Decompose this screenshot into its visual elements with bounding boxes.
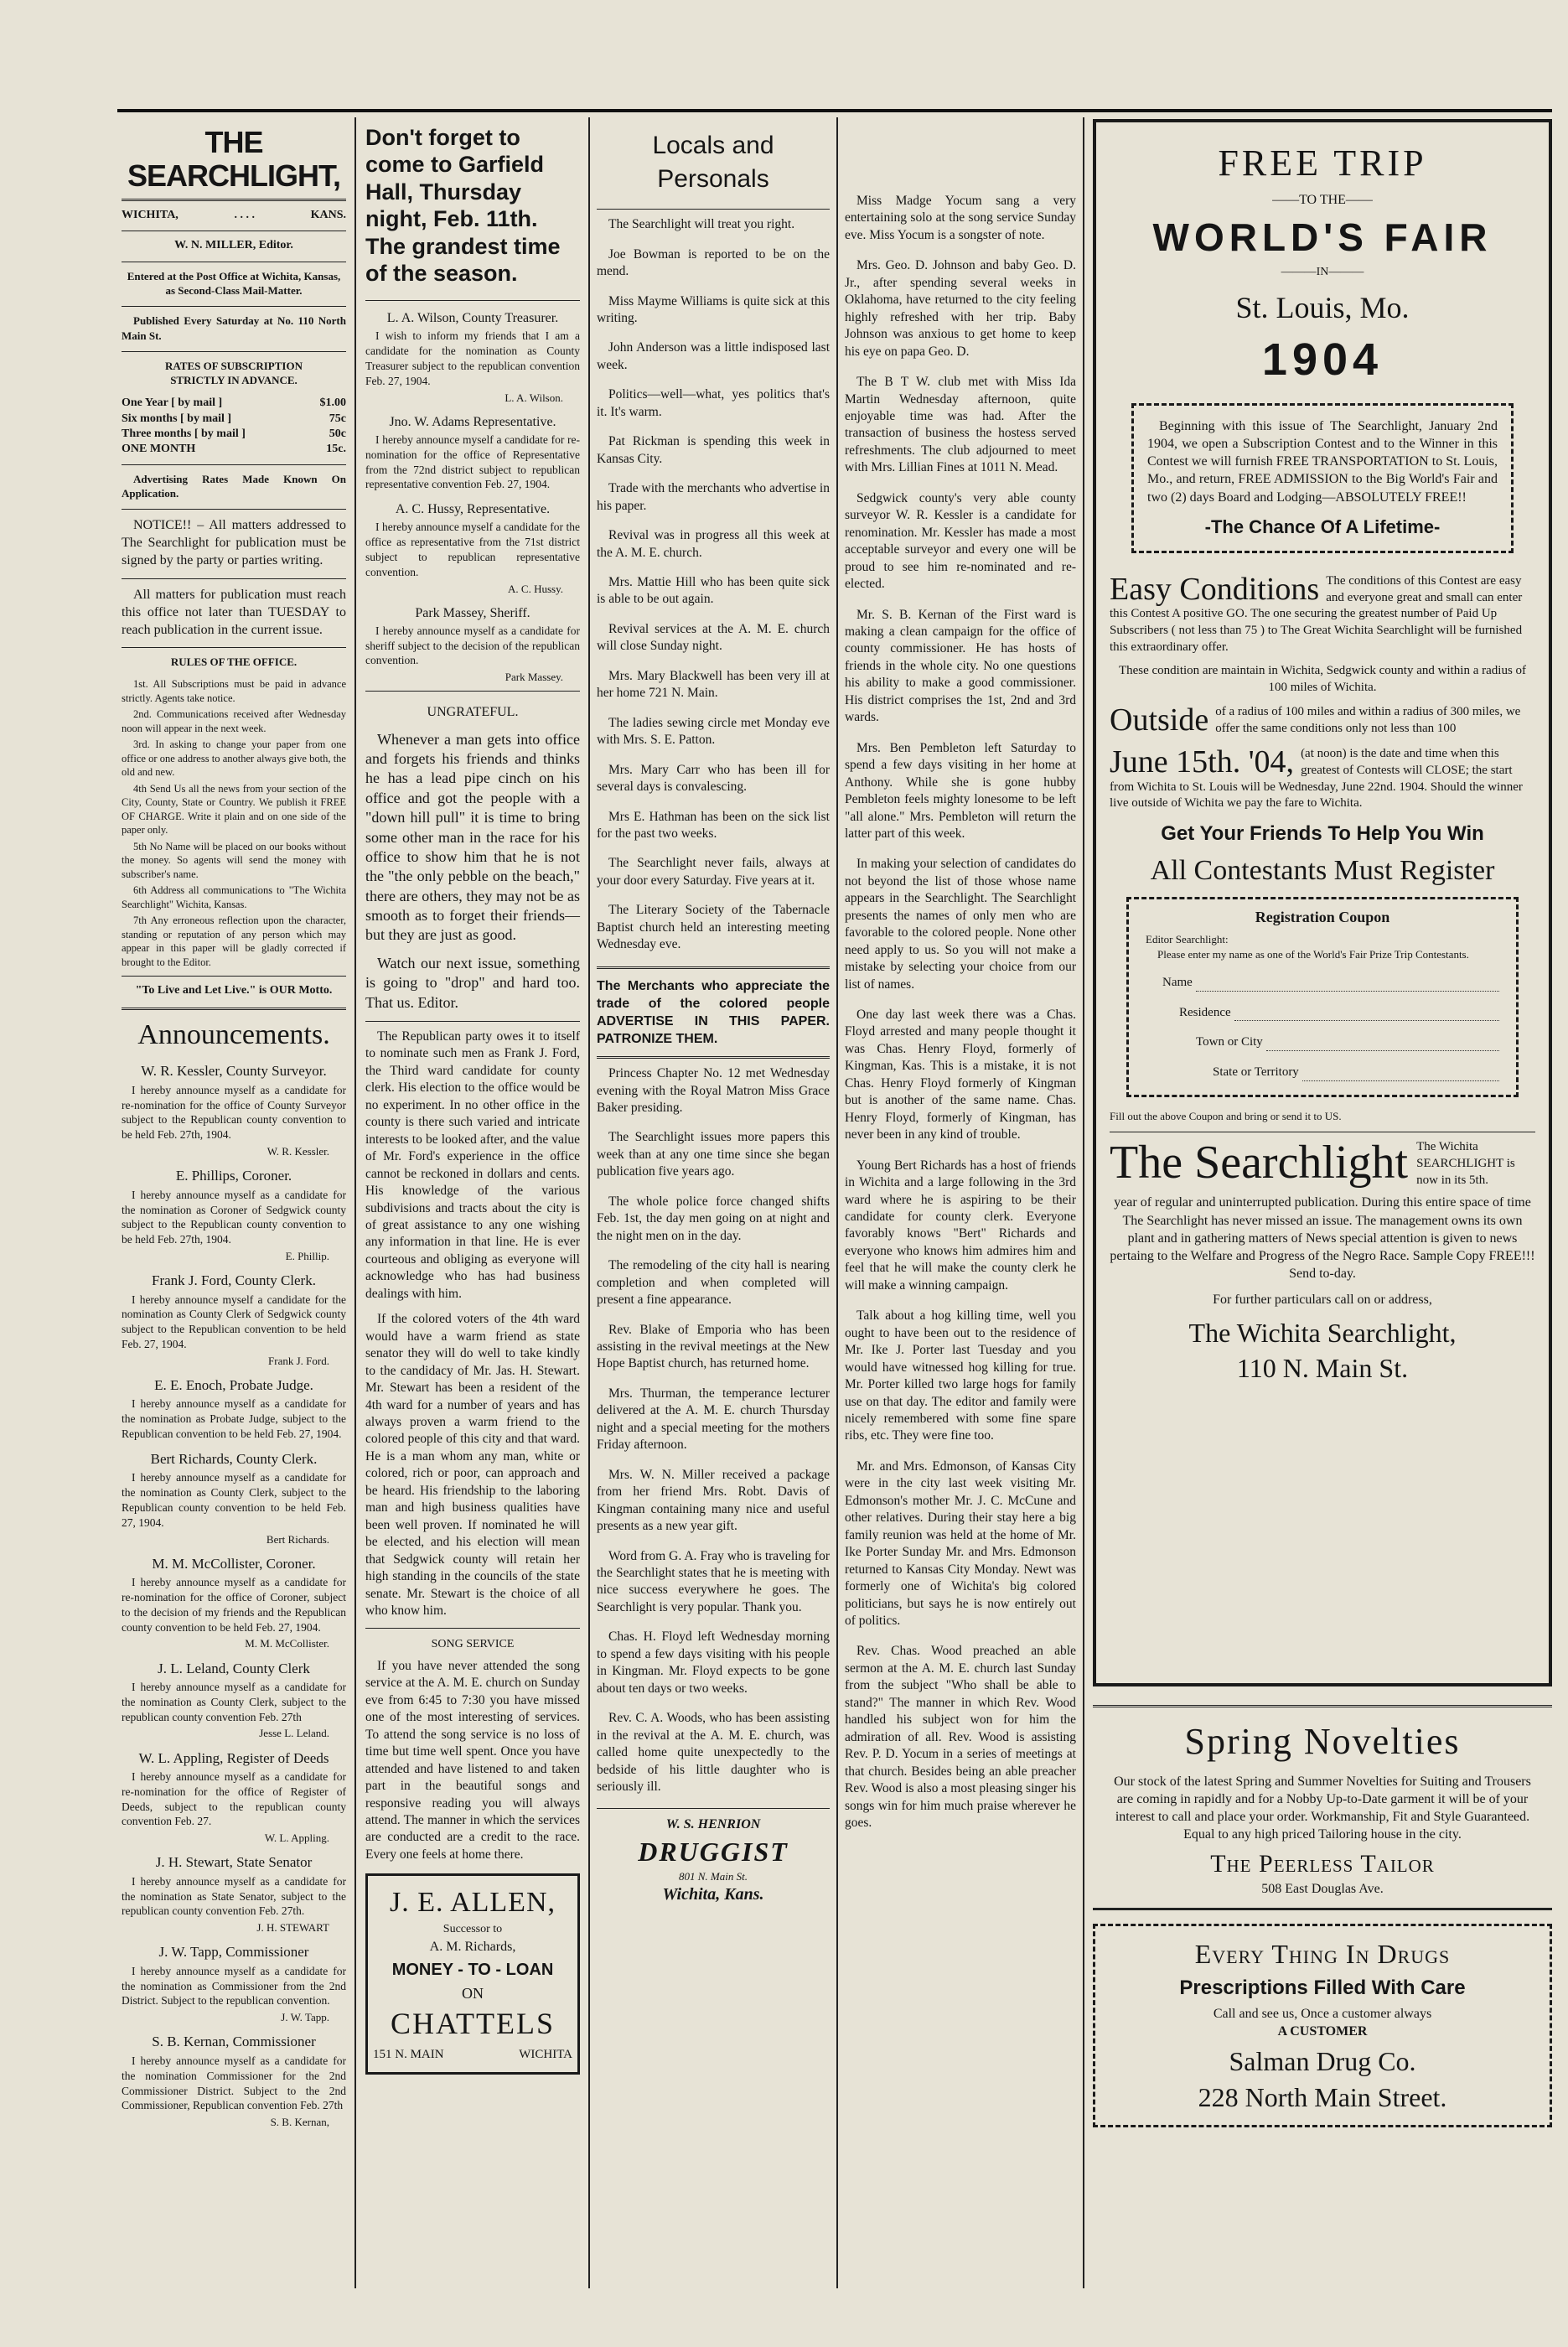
local-item: In making your selection of candidates do not beyond the list of those whose name appears in the Searchlight. The Searchlight presents the names of only men who are favorable to the colored people. None other need apply to us. So you will not make a mistake by selecting your choice from our list of names.	[845, 857, 1076, 992]
announcement-body: I hereby announce myself as a candidate for the nomination as Coroner of Sedgwick county subject to the Republican county convention to be held Feb. 27th, 1904.	[122, 1188, 346, 1246]
masthead-title: THE SEARCHLIGHT,	[127, 125, 340, 193]
local-item: Revival was in progress all this week at the A. M. E. church.	[597, 528, 830, 560]
announcement-signature: J. W. Tapp.	[281, 2011, 329, 2024]
candidate-signature: Park Massey.	[505, 671, 563, 684]
announcement-head: W. R. Kessler, County Surveyor.	[141, 1063, 327, 1080]
coupon-field-input[interactable]	[1234, 1019, 1499, 1021]
allen-address: 151 N. MAIN	[373, 2048, 444, 2062]
announcement-signature: Jesse L. Leland.	[259, 1727, 329, 1740]
sl-small: The Wichita SEARCHLIGHT is now in its 5th.	[1416, 1140, 1515, 1187]
outside-title: Outside	[1110, 702, 1209, 738]
ungrateful-title: UNGRATEFUL.	[427, 705, 519, 720]
locals-title: Locals and Personals	[652, 132, 774, 193]
local-item: Revival services at the A. M. E. church will close Sunday night.	[597, 621, 830, 654]
allen-address-row	[373, 2047, 572, 2064]
locals-items-2	[597, 1065, 830, 1795]
announcement-signature: J. H. STEWART	[256, 1921, 329, 1935]
candidate-head: Park Massey, Sheriff.	[415, 605, 530, 620]
announcement-body: I hereby announce myself as a candidate for the nomination Commissioner for the 2nd Commissioner District. Subject to the 2nd Commissioner, Republican convention Feb. 27th	[122, 2054, 346, 2112]
ungrateful-paragraph: Watch our next issue, something is going to "drop" and hard too. That us. Editor.	[365, 954, 580, 1011]
masthead-city: WICHITA,	[122, 209, 179, 222]
announcement-signature: M. M. McCollister.	[245, 1637, 329, 1650]
drugs-customer: A CUSTOMER	[1277, 2024, 1368, 2039]
announcement-head: M. M. McCollister, Coroner.	[152, 1555, 316, 1572]
in: ———IN———	[1281, 265, 1364, 278]
contest-text: Beginning with this issue of The Searchlight, January 2nd 1904, we open a Subscription Contest and to the Winner in this Contest we will furnish FREE TRANSPORTATION to St. Louis, Mo., and return, FREE ADMISSION to the Big World's Fair and two (2) days Board and Lodging—ABSOLUTELY FREE!!	[1147, 419, 1498, 505]
sl-big: The Searchlight	[1110, 1137, 1409, 1189]
spring-title: Spring Novelties	[1184, 1721, 1461, 1762]
local-item: Rev. C. A. Woods, who has been assisting in the revival at the A. M. E. church, was called home quite unexpectedly to the bedside of his little daughter who is seriously ill.	[597, 1711, 830, 1794]
candidate-body: I wish to inform my friends that I am a candidate for the nomination as County Treasurer subject to the republican convention Feb. 27, 1904.	[365, 329, 580, 387]
worlds-fair-ad	[1093, 119, 1552, 1686]
allen-on: ON	[462, 1985, 484, 2002]
sl-further: For further particulars call on or address,	[1213, 1292, 1432, 1307]
republican-paragraph: If the colored voters of the 4th ward would have a warm friend as state senator they will do well to take kindly to the candidacy of Mr. Jas. H. Stewart. Mr. Stewart has been a resident of the 4th ward for a number of years and has always proven a warm friend to the colored people of this city and that ward. He is a man whom any man, white or colored, rich or poor, can approach and be heard. His friendship to the laboring man and high business qualities have been well proven. If nominated he will be elected, and his election will mean that Sedgwick county will retain her high standing in the councils of the state senate. Mr. Stewart is the choice of all who know him.	[365, 1312, 580, 1618]
local-item: Politics—well—what, yes politics that's it. It's warm.	[597, 387, 830, 419]
column-rule	[588, 117, 590, 2288]
candidate-signature: A. C. Hussy.	[508, 582, 563, 595]
henrion-name: W. S. HENRION	[665, 1817, 761, 1832]
allen-chattels: CHATTELS	[391, 2006, 555, 2040]
worlds-fair: WORLD'S FAIR	[1152, 215, 1493, 260]
rate-price: $1.00	[319, 396, 346, 410]
easy-title: Easy Conditions	[1110, 571, 1320, 607]
announcements-list	[122, 1062, 346, 2129]
local-item: The whole police force changed shifts Feb. 1st, the day men going on at night and the night men on in the day.	[597, 1194, 830, 1243]
local-item: The ladies sewing circle met Monday eve with Mrs. S. E. Patton.	[597, 715, 830, 748]
column-rule	[1083, 117, 1084, 2288]
coupon-field-label: Residence	[1179, 1005, 1231, 1019]
rates-list	[122, 396, 346, 458]
in-text: IN	[1316, 265, 1329, 278]
rate-row	[122, 396, 346, 411]
candidate-signature: L. A. Wilson.	[505, 391, 563, 404]
sl-name: The Wichita Searchlight,	[1188, 1318, 1457, 1349]
local-item: Mr. and Mrs. Edmonson, of Kansas City were in the city last week visiting Mr. Edmonson's mother Mr. J. C. McCune and other relatives. During their stay here a big family reunion was held at the home of Mr. Ike Porter Sunday Mr. and Mrs. Edmonson returned to Kansas City Monday. Newt was formerly one of Wichita's big colored politicians, but says he is now entirely out of politics.	[845, 1458, 1076, 1628]
rate-label: One Year [ by mail ]	[122, 396, 223, 410]
sl-text: year of regular and uninterrupted publication. During this entire space of time The Searchlight has never missed an issue. The management owns its own plant and in gathering matters of News special attention is given to news pertaing to the Welfare and Progress of the Negro Race. Sample Copy FREE!!! Send to-day.	[1110, 1195, 1535, 1281]
drugs-ad	[1093, 1924, 1552, 2127]
rule-item: 6th Address all communications to "The Wichita Searchlight" Wichita, Kansas.	[122, 884, 346, 910]
local-item: Rev. Blake of Emporia who has been assisting in the revival meetings at the New Hope Baptist church, has returned home.	[597, 1322, 830, 1371]
local-item: Miss Mayme Williams is quite sick at this writing.	[597, 293, 830, 325]
friends-text: Get Your Friends To Help You Win	[1161, 822, 1484, 846]
candidate-body: I hereby announce myself as a candidate for sheriff subject to the decision of the republican convention.	[365, 624, 580, 667]
announcement-signature: E. Phillip.	[285, 1249, 329, 1262]
announcement-signature: S. B. Kernan,	[270, 2116, 329, 2129]
coupon-title: Registration Coupon	[1255, 908, 1390, 925]
henrion-ad	[597, 1816, 830, 1905]
locals-items-3	[845, 193, 1076, 1831]
drugs-sub: Prescriptions Filled With Care	[1179, 1977, 1466, 2000]
rule-item: 5th No Name will be placed on our books without the money. So agents will send the money with subscriber's name.	[122, 840, 346, 880]
announcement-head: Frank J. Ford, County Clerk.	[152, 1272, 316, 1289]
rate-price: 75c	[329, 412, 346, 425]
local-item: Mr. S. B. Kernan of the First ward is making a clean campaign for the office of county commissioner. He has hosts of friends in the whole city. No one questions his ability to make a good commissioner. His district comprises the 1st, 2nd and 3rd wards.	[845, 607, 1076, 725]
local-item: Mrs. Ben Pembleton left Saturday to spend a few days visiting in her home at Anthony. While she is gone hubby Pembleton feels mighty lonesome to be left "all alone." Mrs. Pembleton will return the latter part of this week.	[845, 740, 1076, 841]
rule-item: 2nd. Communications received after Wednesday noon will appear in the next week.	[122, 708, 346, 734]
rules-title: RULES OF THE OFFICE.	[170, 655, 298, 668]
chance: -The Chance Of A Lifetime-	[1204, 516, 1441, 537]
allen-name: J. E. ALLEN,	[389, 1887, 556, 1919]
outside-text: of a radius of 100 miles and within a radius of 300 miles, we offer the same conditions only not less than 100	[1215, 705, 1521, 736]
local-item: Mrs. W. N. Miller received a package from her friend Mrs. Robt. Davis of Kingman containing many nice and useful presents as a new year gift.	[597, 1467, 830, 1534]
local-item: Trade with the merchants who advertise in his paper.	[597, 481, 830, 513]
announcement-head: S. B. Kernan, Commissioner	[152, 2034, 316, 2050]
henrion-city: Wichita, Kans.	[662, 1884, 764, 1904]
local-item: The Searchlight will treat you right.	[608, 217, 795, 232]
maintain-text: These condition are maintain in Wichita, Sedgwick county and within a radius of 100 miles of Wichita.	[1118, 663, 1527, 694]
outside-row	[1110, 704, 1535, 738]
rules-list	[122, 677, 346, 969]
republican-article	[365, 1028, 580, 1619]
coupon-fields	[1146, 975, 1499, 1081]
newspaper-page	[117, 109, 1552, 2297]
rate-label: Six months [ by mail ]	[122, 412, 232, 425]
to-the-text: TO THE	[1299, 193, 1346, 208]
rule-item: 7th Any erroneous reflection upon the character, standing or reputation of any person which may appear in this paper will be gladly corrected if brought to the Editor.	[122, 914, 346, 968]
st-louis: St. Louis, Mo.	[1235, 291, 1410, 325]
column-rule	[354, 117, 356, 2288]
announcement-head: E. Phillips, Coroner.	[175, 1168, 292, 1184]
searchlight-promo	[1110, 1139, 1535, 1189]
column-two	[365, 124, 580, 2075]
local-item: Mrs E. Hathman has been on the sick list for the past two weeks.	[597, 809, 830, 841]
easy-text: The conditions of this Contest are easy and everyone great and small can enter this Contest A positive GO. The one securing the greatest number of Paid Up Subscribers ( not less than 75 ) to The Great Wichita Searchlight will be furnished this extraordinary offer.	[1110, 573, 1523, 654]
column-rule	[836, 117, 838, 2288]
local-item: The Searchlight never fails, always at your door every Saturday. Five years at it.	[597, 856, 830, 888]
announcement-head: J. W. Tapp, Commissioner	[158, 1944, 309, 1961]
free-trip: FREE TRIP	[1218, 142, 1427, 184]
locals-items	[597, 216, 830, 954]
registration-coupon[interactable]	[1126, 897, 1519, 1097]
rate-price: 50c	[329, 427, 346, 440]
candidate-list	[365, 309, 580, 684]
rule-item: 1st. All Subscriptions must be paid in advance strictly. Agents take notice.	[122, 678, 346, 704]
coupon-field-input[interactable]	[1302, 1080, 1499, 1081]
announcement-head: W. L. Appling, Register of Deeds	[138, 1749, 329, 1766]
announcement-body: I hereby announce myself as a candidate for re-nomination for the office of Register of Deeds, subject to the republican county convention Feb. 27.	[122, 1769, 346, 1828]
matters-text: All matters for publication must reach this office not later than TUESDAY to reach publication in the current issue.	[122, 587, 346, 637]
coupon-text: Please enter my name as one of the World's Fair Prize Trip Contestants.	[1157, 947, 1469, 961]
coupon-field-input[interactable]	[1266, 1049, 1499, 1051]
contest-box	[1131, 403, 1514, 553]
coupon-field-label: State or Territory	[1213, 1065, 1299, 1080]
coupon-field-label: Name	[1162, 975, 1193, 989]
local-item: Joe Bowman is reported to be on the mend.	[597, 246, 830, 279]
peerless-address: 508 East Douglas Ave.	[1261, 1882, 1384, 1897]
announcement-body: I hereby announce myself as a candidate for the nomination as Commissioner from the 2nd District. Subject to the republican convention.	[122, 1964, 346, 2008]
announcement-signature: W. R. Kessler.	[267, 1145, 329, 1158]
local-item: The Literary Society of the Tabernacle Baptist church held an interesting meeting Wednesday eve.	[597, 903, 830, 952]
coupon-field-row	[1146, 1005, 1499, 1022]
rates-title: RATES OF SUBSCRIPTION	[165, 359, 303, 372]
local-item: Word from G. A. Fray who is traveling for the Searchlight states that he is meeting with nice success everywhere he goes. The Searchlight is very popular. Thank you.	[597, 1548, 830, 1614]
local-item: Mrs. Thurman, the temperance lecturer delivered at the A. M. E. church Thursday night and a special meeting for the mothers Friday afternoon.	[597, 1386, 830, 1453]
year: 1904	[1261, 334, 1384, 385]
masthead-dots: . . . .	[234, 209, 255, 222]
masthead-entered: Entered at the Post Office at Wichita, Kansas, as Second-Class Mail-Matter.	[127, 270, 341, 298]
coupon-field-row	[1146, 1034, 1499, 1051]
easy-conditions	[1110, 573, 1535, 656]
garfield-notice: Don't forget to come to Garfield Hall, Thursday night, Feb. 11th. The grandest time of the season.	[365, 125, 561, 286]
local-item: Rev. Chas. Wood preached an able sermon at the A. M. E. church last Sunday from the subject "Who shall be able to stand?" The manner in which Rev. Wood handled his subject won for him the admiration of all. Rev. Wood is assisting Rev. P. D. Yocum in a series of meetings at that church. Besides being an able preacher Rev. Wood is also a most pleasing singer his songs win for him much praise wherever he goes.	[845, 1644, 1076, 1830]
allen-richards: A. M. Richards,	[429, 1939, 516, 1954]
local-item: One day last week there was a Chas. Floyd arrested and many people thought it was Chas. Henry Floyd, formerly of Kingman, Kas. This is a mistake, it is not Chas. Henry Floyd formerly of Kingman but is another of the same name. Chas. Henry Floyd, formerly of Kingman, has never been in any kind of trouble.	[845, 1008, 1076, 1142]
republican-paragraph: The Republican party owes it to itself to nominate such men as Frank J. Ford, the Third ward candidate for county clerk. His election to the office would be no experiment. In no other office in the county is there such varied and intricate interests to be looked after, and the value of Mr. Ford's experience in the office cannot be reckoned in dollars and cents. His knowledge of the various subdivisions and tracts about the city is of great assistance to any one wishing any information in that line. He is ever courteous and obliging as everyone will acknowledge who has had business dealings with him.	[365, 1029, 580, 1301]
candidate-body: I hereby announce myself a candidate for the office as representative from the 71st district subject to republican representative convention.	[365, 521, 580, 578]
local-item: The remodeling of the city hall is nearing completion and when completed will present a fine appearance.	[597, 1258, 830, 1308]
local-item: The B T W. club met with Miss Ida Martin Wednesday afternoon, quite enjoyable time was had. After the transaction of business the hostess served refreshments. The club adjourned to meet with Mrs. Lillian Fines at 1011 N. Mead.	[845, 375, 1076, 475]
announcement-signature: Frank J. Ford.	[268, 1354, 329, 1367]
henrion-address: 801 N. Main St.	[679, 1869, 748, 1883]
local-item: Miss Madge Yocum sang a very entertaining solo at the song service Sunday eve. Miss Yocum is a songster of note.	[845, 194, 1076, 242]
local-item: Sedgwick county's very able county surveyor W. R. Kessler is a candidate for renomination. Mr. Kessler has made a most acceptable surveyor and every one will be proud to see him re-nominated and re-elected.	[845, 490, 1076, 592]
to-the: ——TO THE——	[1272, 193, 1373, 208]
song-article: If you have never attended the song service at the A. M. E. church on Sunday eve from 6:45 to 7:30 you have missed one of the most interesting of services. To attend the song service is no loss of time but time well spent. Once you have attended and have listened to and taken part in the beautiful songs and responsive reading you will always attend. The manner in which the services are conducted are a credit to the race. Every one feels at home there.	[365, 1658, 580, 1862]
local-item: Young Bert Richards has a host of friends in Wichita and a large following in the 3rd ward where he is aspiring to be their candidate for county clerk. Everyone favorably knows "Bert" Richards and everyone who knows him admires him and feel that he will make the county clerk he will make a winning campaign.	[845, 1158, 1076, 1293]
notice-text: NOTICE!! – All matters addressed to The Searchlight for publication must be signed by the party or parties writing.	[122, 518, 346, 568]
local-item: Princess Chapter No. 12 met Wednesday evening with the Royal Matron Miss Grace Baker presiding.	[597, 1066, 830, 1116]
ungrateful-article	[365, 730, 580, 1013]
coupon-field-input[interactable]	[1196, 990, 1499, 992]
announcement-head: E. E. Enoch, Probate Judge.	[154, 1376, 313, 1393]
june-row	[1110, 743, 1535, 812]
announcement-body: I hereby announce myself as a candidate for re-nomination for the office of County Surveyor subject to the Republican county convention to be held Feb. 27th, 1904.	[122, 1083, 346, 1142]
local-item: Mrs. Mary Carr who has been ill for several days is convalescing.	[597, 762, 830, 795]
rate-row	[122, 427, 346, 442]
coupon-editor: Editor Searchlight:	[1146, 933, 1229, 946]
fillout-text: Fill out the above Coupon and bring or send it to US.	[1110, 1109, 1342, 1122]
allen-ad	[365, 1873, 580, 2075]
advertising-note: Advertising Rates Made Known On Application.	[122, 472, 346, 500]
masthead-published: Published Every Saturday at No. 110 North Main St.	[122, 314, 346, 342]
announcement-body: I hereby announce myself as a candidate for the nomination as State Senator, subject to the republican county convention Feb. 27th.	[122, 1874, 346, 1918]
local-item: Mrs. Geo. D. Johnson and baby Geo. D. Jr., after spending several weeks in Oklahoma, have returned to the city feeling highly refreshed with her trip. Baby Johnson was anxious to get home to keep his eye on papa Geo. D.	[845, 258, 1076, 359]
coupon-field-label: Town or City	[1196, 1035, 1263, 1049]
local-item: Pat Rickman is spending this week in Kansas City.	[597, 434, 830, 466]
masthead-editor: W. N. MILLER, Editor.	[174, 238, 293, 251]
announcement-head: J. H. Stewart, State Senator	[155, 1854, 313, 1871]
sl-address: 110 N. Main St.	[1236, 1353, 1409, 1384]
june-text: (at noon) is the date and time when this greatest of Contests will CLOSE; the start from Wichita to St. Louis will be Wednesday, June 22nd. 1904. Should the winner live outside of Wichita we pay the fare to Wichita.	[1110, 746, 1523, 811]
announcement-body: I hereby announce myself a candidate for the nomination as County Clerk of Sedgwick county subject to the Republican convention to be held Feb. 27, 1904.	[122, 1293, 346, 1350]
column-three	[597, 124, 830, 1905]
ungrateful-paragraph: Whenever a man gets into office and forgets his friends and thinks he has a lead pipe cinch on his office and got the people with a "down hill pull" it is time to bring some other man in the race for his office to show him that he is not the "the only pebble on the beach," there are others, they may not be as smooth as to forget their friends—but they are just as good.	[365, 730, 580, 944]
candidate-body: I hereby announce myself a candidate for re-nomination for the office of Representative from the 72nd district subject to republican representative convention Feb. 27, 1904.	[365, 433, 580, 491]
drugs-title: Every Thing In Drugs	[1194, 1939, 1451, 1970]
top-rule	[117, 109, 1552, 112]
coupon-field-row	[1146, 1065, 1499, 1081]
local-item: Talk about a hog killing time, well you ought to have been out to the residence of Mr. Ike J. Porter last Tuesday and you would have witnessed hog killing for true. Mr. Porter killed two large hogs for family use on that day. The editor and family were nicely remembered with some fine spare ribs, etc. They were fine too.	[845, 1308, 1076, 1443]
announcement-signature: Bert Richards.	[266, 1532, 329, 1546]
announcement-body: I hereby announce myself as a candidate for the nomination as Probate Judge, subject to the Republican convention to be held Feb. 27, 1904.	[122, 1397, 346, 1440]
masthead-state: KANS.	[310, 209, 346, 222]
spring-ad	[1093, 1707, 1552, 1910]
june-title: June 15th. '04,	[1110, 743, 1295, 780]
column-ads	[1093, 119, 1552, 2127]
rule-item: 4th Send Us all the news from your section of the City, County, State or Country. We publish it FREE OF CHARGE. Write it plain and on one side of the paper only.	[122, 782, 346, 837]
peerless-title: The Peerless Tailor	[1210, 1849, 1435, 1878]
drugs-name: Salman Drug Co.	[1229, 2046, 1416, 2077]
coupon-field-row	[1146, 975, 1499, 992]
motto: "To Live and Let Live." is OUR Motto.	[135, 984, 333, 997]
announcement-head: Bert Richards, County Clerk.	[150, 1450, 318, 1467]
candidate-head: L. A. Wilson, County Treasurer.	[386, 311, 559, 326]
local-item: The Searchlight issues more papers this week than at any one time since she began publication five years ago.	[597, 1130, 830, 1179]
rate-row	[122, 442, 346, 457]
register-text: All Contestants Must Register	[1150, 854, 1495, 886]
allen-money: MONEY - TO - LOAN	[391, 1960, 554, 1979]
announcement-body: I hereby announce myself as a candidate for re-nomination for the office of Coroner, subject to the decision of my friends and the Republican county convention to be held Feb. 27, 1904.	[122, 1576, 346, 1634]
rate-row	[122, 412, 346, 427]
local-item: Chas. H. Floyd left Wednesday morning to spend a few days visiting with his people in Kingman. Mr. Floyd expects to be gone about ten days or two weeks.	[597, 1629, 830, 1696]
merchants-notice: The Merchants who appreciate the trade of the colored people ADVERTISE IN THIS PAPER. PATRONIZE THEM.	[597, 978, 830, 1047]
rate-label: ONE MONTH	[122, 443, 196, 456]
song-title: SONG SERVICE	[431, 1638, 515, 1651]
rule-item: 3rd. In asking to change your paper from one office or one address to another always give both, the old and new.	[122, 738, 346, 779]
rate-label: Three months [ by mail ]	[122, 427, 246, 440]
drugs-call: Call and see us, Once a customer always	[1213, 2007, 1432, 2022]
local-item: Mrs. Mary Blackwell has been very ill at her home 721 N. Main.	[597, 668, 830, 701]
henrion-druggist: DRUGGIST	[638, 1836, 789, 1867]
allen-successor: Successor to	[442, 1923, 503, 1936]
local-item: Mrs. Mattie Hill who has been quite sick is able to be out again.	[597, 574, 830, 607]
announcement-signature: W. L. Appling.	[264, 1831, 329, 1845]
spring-text: Our stock of the latest Spring and Summer Novelties for Suiting and Trousers are coming in rapidly and for a Nobby Up-to-Date garment it will be of your interest to call and place your order. Workmanship, Fit and Style Guaranteed. Equal to any high priced Tailoring house in the city.	[1114, 1774, 1531, 1842]
allen-city: WICHITA	[519, 2048, 572, 2062]
announcements-title: Announcements.	[137, 1018, 330, 1050]
drugs-address: 228 North Main Street.	[1198, 2081, 1447, 2112]
rate-price: 15c.	[326, 443, 346, 456]
announcement-head: J. L. Leland, County Clerk	[158, 1660, 310, 1676]
announcement-body: I hereby announce myself as a candidate for the nomination as County Clerk, subject to the Republican county convention to be held Feb. 27, 1904.	[122, 1471, 346, 1529]
announcement-body: I hereby announce myself as a candidate for the nomination as County Clerk, subject to the republican county convention Feb. 27th	[122, 1680, 346, 1723]
local-item: John Anderson was a little indisposed last week.	[597, 340, 830, 372]
masthead-dateline	[122, 208, 346, 223]
candidate-head: A. C. Hussy, Representative.	[395, 502, 551, 517]
column-four	[845, 193, 1076, 1845]
column-masthead	[122, 126, 346, 2136]
rates-sub: STRICTLY IN ADVANCE.	[170, 373, 298, 386]
candidate-head: Jno. W. Adams Representative.	[389, 414, 556, 429]
